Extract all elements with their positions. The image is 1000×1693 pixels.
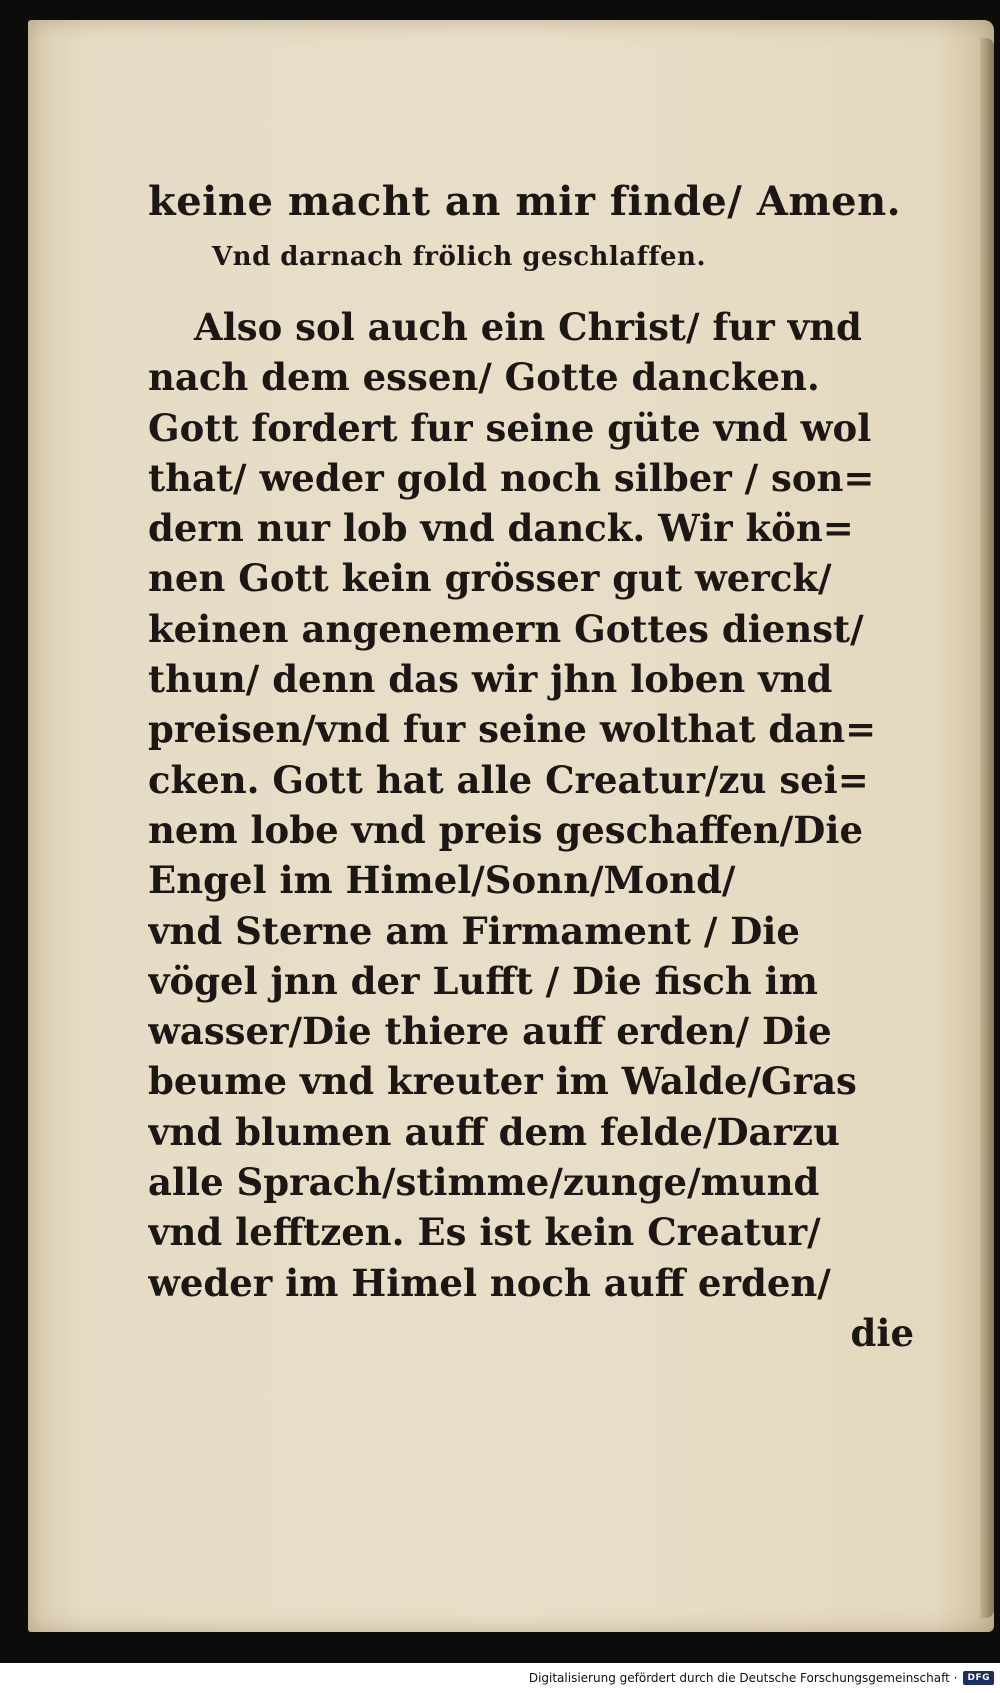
text-line: beume vnd kreuter im Walde/Gras xyxy=(148,1059,857,1104)
text-line: Engel im Himel/Sonn/Mond/ xyxy=(148,858,736,903)
text-line: vnd blumen auff dem felde/Darzu xyxy=(148,1109,840,1154)
text-line: preisen/vnd fur seine wolthat dan= xyxy=(148,707,877,752)
subheading: Vnd darnach frölich geschlaffen. xyxy=(212,242,707,272)
text-line: Also sol auch ein Christ/ fur vnd xyxy=(194,305,862,349)
text-line: vögel jnn der Lufft / Die fisch im xyxy=(148,958,818,1003)
text-line: vnd lefftzen. Es ist kein Creatur/ xyxy=(148,1210,821,1255)
text-line: weder im Himel noch auff erden/ xyxy=(148,1260,831,1305)
text-line: nem lobe vnd preis geschaffen/Die xyxy=(148,807,863,852)
page-edge-shadow xyxy=(980,38,994,1618)
catchword: die xyxy=(850,1310,914,1355)
text-line: vnd Sterne am Firmament / Die xyxy=(148,908,800,953)
closing-line: keine macht an mir finde/ Amen. xyxy=(148,178,902,225)
text-line: thun/ denn das wir jhn loben vnd xyxy=(148,657,833,702)
text-line: nach dem essen/ Gotte dancken. xyxy=(148,355,820,400)
text-line: nen Gott kein grösser gut werck/ xyxy=(148,556,832,601)
page-text-block xyxy=(148,178,924,1358)
dfg-logo-icon: DFG xyxy=(963,1671,994,1685)
text-line: that/ weder gold noch silber / son= xyxy=(148,455,875,500)
text-line: cken. Gott hat alle Creatur/zu sei= xyxy=(148,757,869,802)
text-line: keinen angenemern Gottes dienst/ xyxy=(148,606,864,651)
text-line: alle Sprach/stimme/zunge/mund xyxy=(148,1160,820,1205)
digitization-footer: Digitalisierung gefördert durch die Deutsche Forschungsgemeinschaft · DFG xyxy=(0,1663,1000,1693)
footer-credit: Digitalisierung gefördert durch die Deutsche Forschungsgemeinschaft xyxy=(528,1671,950,1685)
text-line: wasser/Die thiere auff erden/ Die xyxy=(148,1009,832,1054)
body-text xyxy=(148,302,924,1308)
text-line: Gott fordert fur seine güte vnd wol xyxy=(148,405,872,450)
text-line: dern nur lob vnd danck. Wir kön= xyxy=(148,506,854,551)
